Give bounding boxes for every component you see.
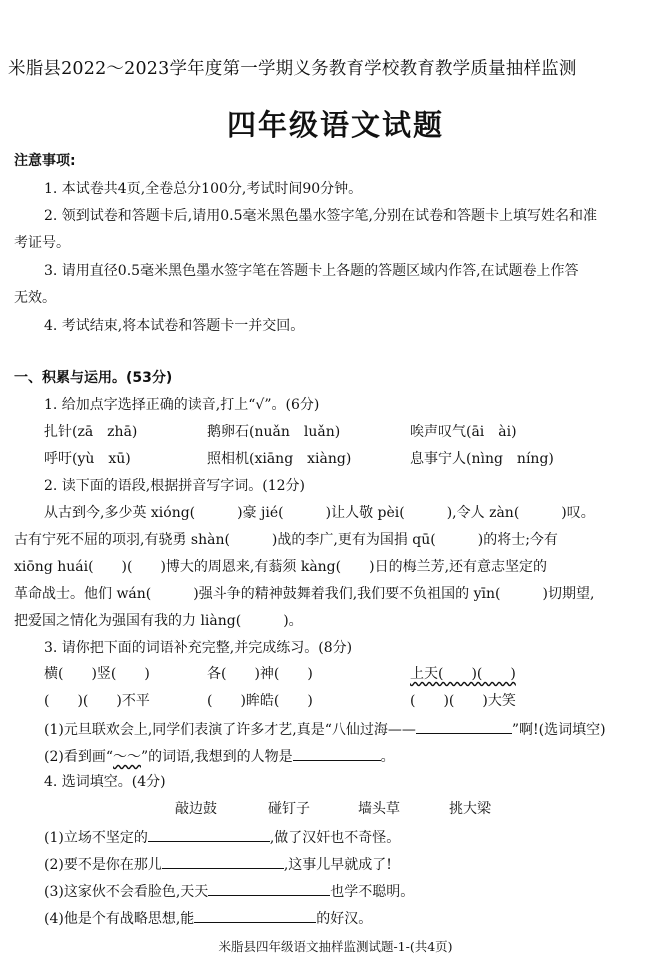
q1-item: 息事宁人(nìng níng)	[410, 451, 554, 467]
q4-sentence-2: (2)要不是你在那儿 ,这事儿早就成了!	[44, 854, 392, 874]
q3-idiom: ( )( )不平	[44, 693, 150, 709]
q4-option: 碰钉子	[268, 801, 310, 817]
notice-item-2-cont: 考证号。	[14, 235, 70, 251]
q2-line: 古有宁死不屈的项羽,有骁勇 shàn( )战的李广,更有为国捐 qū( )的将士;今有	[14, 532, 558, 548]
q2-line: 从古到今,多少英 xióng( )豪 jié( )让人敬 pèi( ),令人 zàn( )叹。	[44, 505, 595, 521]
q4-sentence-3: (3)这家伙不会看脸色,天天 也学不聪明。	[44, 881, 414, 901]
q3-idiom: ( )( )大笑	[410, 693, 516, 709]
q4-option: 挑大梁	[449, 801, 491, 817]
notice-item-1: 1. 本试卷共4页,全卷总分100分,考试时间90分钟。	[44, 181, 363, 197]
notice-heading: 注意事项:	[14, 153, 76, 169]
q1-item: 鹅卵石(nuǎn luǎn)	[207, 424, 341, 440]
q2-stem: 2. 读下面的语段,根据拼音写字词。(12分)	[44, 478, 305, 494]
notice-item-3: 3. 请用直径0.5毫米黑色墨水签字笔在答题卡上各题的答题区域内作答,在试题卷上作答	[44, 263, 579, 279]
q2-line: 革命战士。他们 wán( )强斗争的精神鼓舞着我们,我们要不负祖国的 yīn( )切期望,	[14, 586, 595, 602]
answer-blank[interactable]	[148, 827, 270, 842]
q3-sub-2: (2)看到画“～～”的词语,我想到的人物是 。	[44, 746, 395, 766]
q3-idiom: 各( )神( )	[207, 666, 313, 682]
q4-stem: 4. 选词填空。(4分)	[44, 774, 166, 790]
notice-item-4: 4. 考试结束,将本试卷和答题卡一并交回。	[44, 318, 305, 334]
q1-item: 扎针(zā zhā)	[44, 424, 138, 440]
q1-stem: 1. 给加点字选择正确的读音,打上“√”。(6分)	[44, 397, 320, 413]
answer-blank[interactable]	[293, 746, 381, 761]
q1-item: 唉声叹气(āi ài)	[410, 424, 517, 440]
notice-item-3-cont: 无效。	[14, 290, 56, 306]
q3-idiom-wavy: 上天( )( )	[410, 666, 516, 682]
page-title: 四年级语文试题	[226, 108, 444, 142]
answer-blank[interactable]	[194, 908, 316, 923]
answer-blank[interactable]	[162, 854, 284, 869]
exam-organization-header: 米脂县2022～2023学年度第一学期义务教育学校教育教学质量抽样监测	[8, 59, 577, 79]
q3-stem: 3. 请你把下面的词语补充完整,并完成练习。(8分)	[44, 640, 353, 656]
q3-idiom: ( )眸皓( )	[207, 693, 313, 709]
q4-sentence-4: (4)他是个有战略思想,能 的好汉。	[44, 908, 372, 928]
q4-option: 敲边鼓	[175, 801, 217, 817]
section-1-heading: 一、积累与运用。(53分)	[14, 370, 173, 386]
q1-item: 呼吁(yù xū)	[44, 451, 131, 467]
q2-line: xiōng huái( )( )博大的周恩来,有蓊须 kàng( )日的梅兰芳,还有意志坚定的	[14, 559, 548, 575]
q4-sentence-1: (1)立场不坚定的 ,做了汉奸也不奇怪。	[44, 827, 400, 847]
q2-line: 把爱国之情化为强国有我的力 liàng( )。	[14, 613, 303, 629]
q3-sub-1: (1)元旦联欢会上,同学们表演了许多才艺,真是“八仙过海—— ”啊!(选词填空)	[44, 719, 606, 739]
page-footer: 米脂县四年级语文抽样监测试题-1-(共4页)	[218, 939, 453, 954]
answer-blank[interactable]	[416, 719, 512, 734]
q1-item: 照相机(xiāng xiàng)	[207, 451, 352, 467]
answer-blank[interactable]	[208, 881, 330, 896]
notice-item-2: 2. 领到试卷和答题卡后,请用0.5毫米黑色墨水签字笔,分别在试卷和答题卡上填写姓名和准	[44, 208, 597, 224]
q4-option: 墙头草	[358, 801, 400, 817]
q3-idiom: 横( )竖( )	[44, 666, 150, 682]
